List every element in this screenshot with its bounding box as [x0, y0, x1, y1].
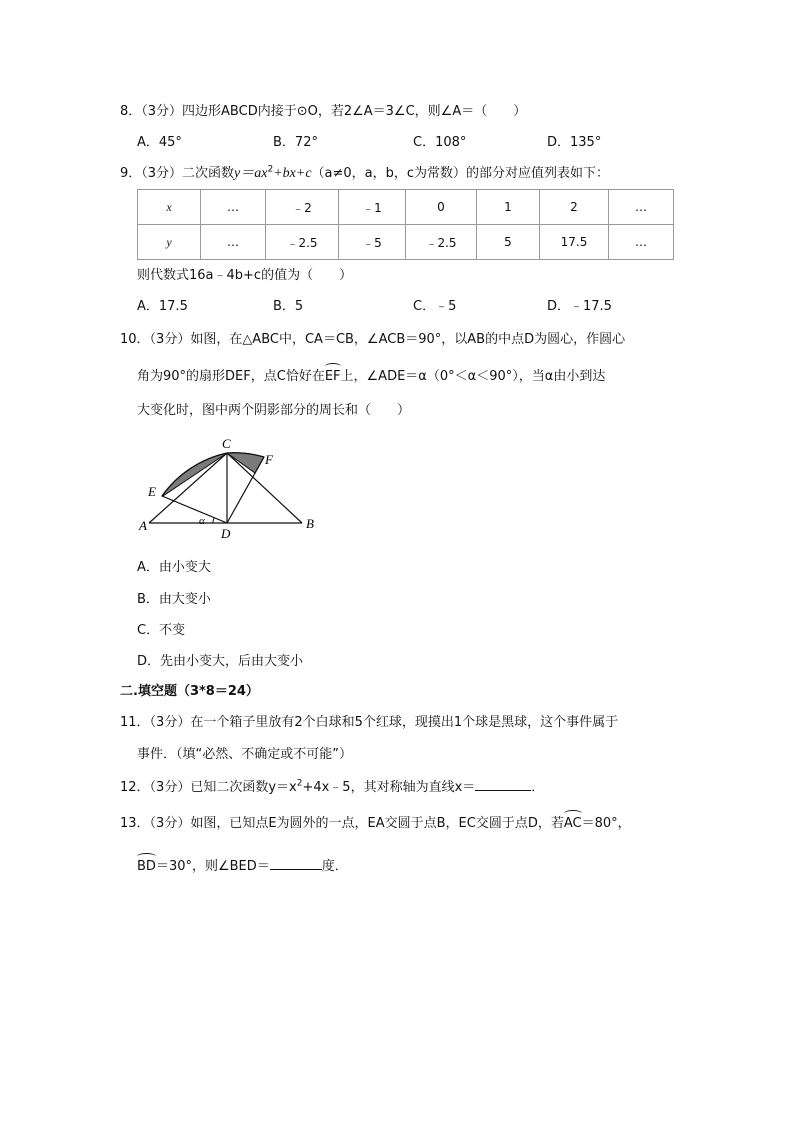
q8-option-c: C．108°	[413, 135, 467, 150]
q12-answer-blank[interactable]	[475, 778, 531, 791]
q10-option-d: D．先由小变大，后由大变小	[137, 654, 304, 669]
table-cell: ﹣2.5	[266, 225, 339, 260]
q9-func-sup: 2	[267, 164, 274, 175]
q8-stem: 8．（3分）四边形ABCD内接于⊙O，若2∠A＝3∠C，则∠A＝（ ）	[120, 104, 527, 119]
q10-line2-post: 上，∠ADE＝α（0°＜α＜90°），当α由小到达	[340, 369, 606, 384]
segment-de	[162, 496, 227, 523]
segment-ac	[149, 453, 227, 523]
table-cell: ﹣5	[339, 225, 406, 260]
q10-line2-pre: 角为90°的扇形DEF，点C恰好在	[137, 369, 325, 384]
q10-line1: 10．（3分）如图，在△ABC中，CA＝CB，∠ACB＝90°，以AB的中点D为圆心，作圆心	[120, 332, 626, 347]
q13-line2-mid: ＝30°，则∠BED＝	[155, 859, 270, 874]
table-row-x	[138, 190, 674, 225]
angle-alpha-mark	[213, 518, 214, 523]
table-cell: ﹣2	[266, 190, 339, 225]
table-cell: ﹣1	[339, 190, 406, 225]
shaded-region-left	[162, 453, 227, 496]
q11-line2: 事件．（填“必然、不确定或不可能”）	[137, 747, 352, 762]
label-f: F	[265, 452, 273, 467]
q13-line2	[137, 857, 348, 876]
q12-end: ．	[531, 780, 545, 795]
q9-option-b: B．5	[273, 299, 304, 314]
table-cell: 17.5	[540, 225, 609, 260]
q10-arc-ef: EF	[324, 369, 341, 384]
table-cell: 1	[477, 190, 540, 225]
table-cell: ﹣2.5	[406, 225, 477, 260]
q9-prefix: 9．（3分）二次函数	[120, 166, 235, 181]
q10-option-b: B．由大变小	[137, 592, 211, 607]
table-header-y: y	[138, 225, 201, 260]
q8-option-d: D．135°	[547, 135, 602, 150]
label-c: C	[222, 436, 231, 451]
q13-arc-bd: BD	[137, 859, 156, 874]
segment-df	[227, 457, 264, 523]
q13-arc-ac: AC	[563, 816, 582, 831]
q9-func-rest: +bx+c	[273, 166, 312, 181]
table-cell: 2	[540, 190, 609, 225]
label-d: D	[221, 526, 231, 541]
label-e: E	[148, 484, 156, 499]
q9-option-d: D．﹣17.5	[547, 299, 612, 314]
q12-sup: 2	[296, 778, 303, 789]
q12-suffix: +4x﹣5，其对称轴为直线x＝	[302, 780, 476, 795]
q10-figure	[137, 433, 337, 543]
table-cell: …	[201, 190, 266, 225]
q9-func-eq: ＝ax	[240, 166, 268, 181]
table-header-x: x	[138, 190, 201, 225]
q10-line2	[137, 368, 605, 386]
q12-prefix: 12．（3分）已知二次函数y＝x	[120, 780, 297, 795]
q8-option-b: B．72°	[273, 135, 318, 150]
label-a: A	[139, 518, 147, 533]
q10-option-a: A．由小变大	[137, 560, 211, 575]
q11-line1: 11．（3分）在一个箱子里放有2个白球和5个红球，现摸出1个球是黑球，这个事件属于	[120, 715, 619, 730]
q9-option-c: C．﹣5	[413, 299, 457, 314]
q9-options	[0, 298, 794, 316]
q9-value-table	[137, 189, 674, 260]
q10-line3: 大变化时，图中两个阴影部分的周长和（ ）	[137, 403, 411, 418]
label-alpha: α	[199, 515, 205, 527]
q9-stem	[120, 165, 609, 183]
q9-suffix: （a≠0，a，b，c为常数）的部分对应值列表如下：	[311, 166, 610, 181]
table-cell: …	[609, 190, 674, 225]
q13-line1-pre: 13．（3分）如图，已知点E为圆外的一点，EA交圆于点B，EC交圆于点D，若	[120, 816, 564, 831]
q13-line1-post: ＝80°，	[581, 816, 631, 831]
label-b: B	[306, 516, 314, 531]
q9-question: 则代数式16a﹣4b+c的值为（ ）	[137, 268, 353, 283]
table-cell: 5	[477, 225, 540, 260]
q8-options	[0, 134, 794, 152]
q9-func-y: y	[234, 166, 241, 181]
table-cell: …	[609, 225, 674, 260]
q9-option-a: A．17.5	[137, 299, 188, 314]
q12-stem	[120, 778, 544, 797]
q13-line2-end: 度．	[321, 859, 348, 874]
table-cell: 0	[406, 190, 477, 225]
q13-answer-blank[interactable]	[270, 857, 322, 870]
q10-option-c: C．不变	[137, 623, 186, 638]
table-row-y	[138, 225, 674, 260]
table-cell: …	[201, 225, 266, 260]
q13-line1	[120, 815, 631, 833]
q8-option-a: A．45°	[137, 135, 182, 150]
section-title-fill-in: 二.填空题（3*8＝24）	[120, 684, 259, 699]
